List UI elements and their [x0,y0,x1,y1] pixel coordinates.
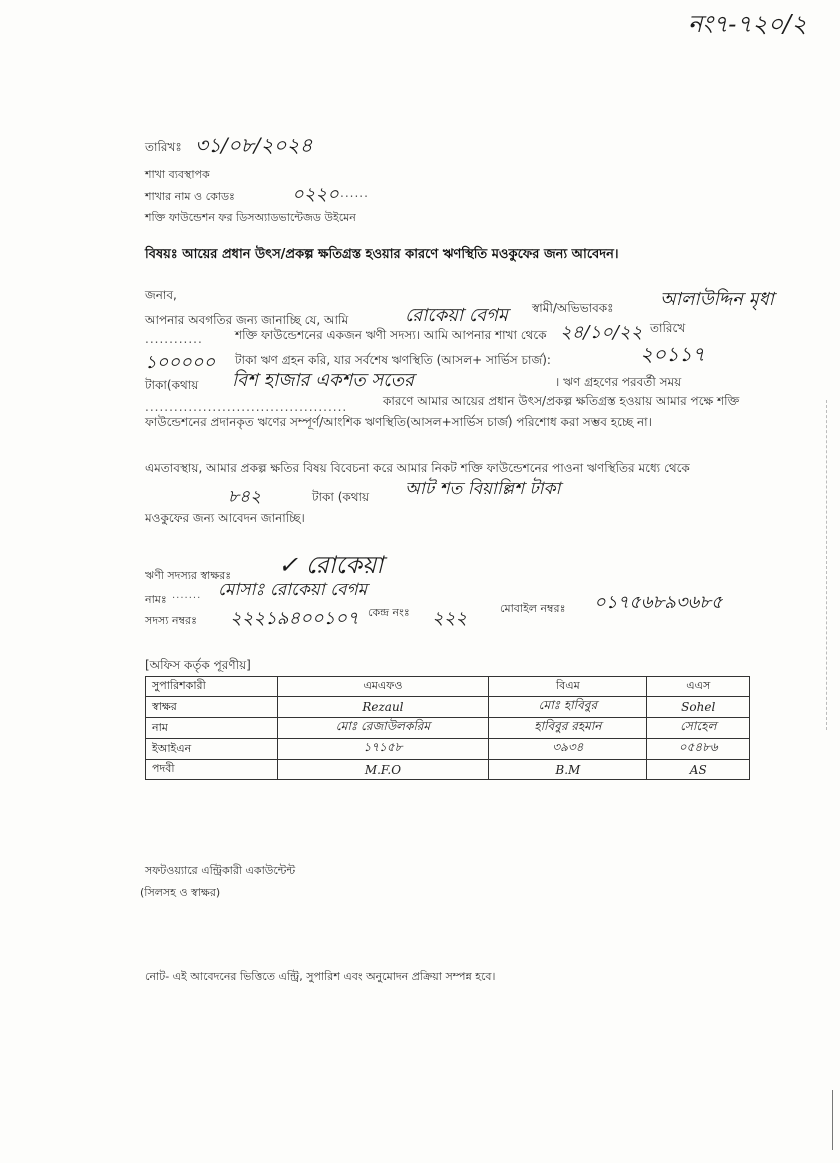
table-cell: Sohel [647,697,750,718]
body-text-1e: টাকা ঋণ গ্রহন করি, যার সর্বশেষ ঋণস্থিতি (আসল+ সার্ভিস চার্জ): [235,353,551,367]
row-label: স্বাক্ষর [146,697,278,718]
date-value: ৩১/০৮/২০২৪ [195,133,313,157]
body-text-1a: আপনার অবগতির জন্য জানাচ্ছি যে, আমি [145,313,349,327]
body-text-1c: শক্তি ফাউন্ডেশনের একজন ঋণী সদস্য। আমি আপনার শাখা থেকে [235,328,547,342]
table-cell: মোঃ হাবিবুর [489,697,647,718]
body-text-2a: এমতাবস্থায়, আমার প্রকল্প ক্ষতির বিষয় বিবেচনা করে আমার নিকট শক্তি ফাউন্ডেশনের পাওনা ঋণস্থিতির মধ্যে থেকে [145,461,690,475]
table-header: বিএম [489,677,647,697]
table-cell: B.M [489,760,647,780]
branch-code: ০২২০ [292,184,339,205]
table-header: এএস [647,677,750,697]
accountant-note: (সিলসহ ও স্বাক্ষর) [140,886,221,899]
reference-number: নং৭-৭২০/২ [688,10,807,38]
member-name-handwritten: রোকেয়া বেগম [405,305,508,326]
kendra-label: কেন্দ্র নংঃ [368,606,410,619]
branch-dots: ...... [340,186,369,200]
body-text-1h: কারণে আমার আয়ের প্রধান উৎস/প্রকল্প ক্ষতিগ্রস্ত হওয়ায় আমার পক্ষে শক্তি ফাউন্ডেশনের প্রদানকৃত ঋণের সম্পূর্ণ/আংশিক ঋণস্থিতি(আসল+সার্ভিস চার্জ) পরিশোধ করা সম্ভব হচ্ছে না। [145,394,740,429]
body-text-2b: টাকা (কথায় [312,490,370,504]
table-cell: মোঃ রেজাউলকরিম [277,718,489,739]
table-cell: হাবিবুর রহমান [489,718,647,739]
loan-amount: ১০০০০০ [145,352,216,373]
outstanding-amount: ২০১১৭ [640,342,705,366]
row-label: নাম [146,718,278,739]
table-header: সুপারিশকারী [146,677,278,697]
row-label: পদবী [146,760,278,780]
table-cell: ০৫৪৮৬ [647,739,750,760]
body-text-1b: স্বামী/অভিভাবকঃ [532,301,614,315]
scan-edge-mark [832,1090,839,1150]
branch-label: শাখার নাম ও কোডঃ [145,190,235,203]
table-cell: ৩৯৩৪ [489,739,647,760]
dots-3: ....... [172,590,202,601]
table-cell: AS [647,760,750,780]
table-header: এমএফও [277,677,489,697]
table-row [146,739,750,760]
dots-1: ............ [145,332,203,346]
table-row [146,697,750,718]
table-row [146,718,750,739]
office-section-title: [অফিস কর্তৃক পূরণীয়] [145,658,251,672]
loan-date: ২৪/১০/২২ [560,322,643,343]
mobile-value: ০১৭৫৬৮৯৩৬৮৫ [594,592,723,613]
office-table [145,676,750,780]
outstanding-words: বিশ হাজার একশত সতের [232,370,414,391]
table-row [146,760,750,780]
waiver-amount: ৮৪২ [228,487,262,507]
table-cell: ১৭১৫৮ [277,739,489,760]
addressee-title: শাখা ব্যবস্থাপক [145,168,210,181]
table-cell: M.F.O [277,760,489,780]
organization-name: শক্তি ফাউন্ডেশন ফর ডিসঅ্যাডভান্টেজড উইমেন [145,211,356,224]
scan-edge-mark [826,400,828,730]
table-cell: Rezaul [277,697,489,718]
member-name-label: নামঃ [145,593,167,606]
member-signature: ✓ রোকেয়া [278,551,384,579]
row-label: ইআইএন [146,739,278,760]
kendra-value: ২২২ [432,608,468,629]
member-sign-label: ঋণী সদস্যর স্বাক্ষরঃ [145,569,232,582]
date-label: তারিখঃ [145,140,182,154]
mobile-label: মোবাইল নম্বরঃ [500,602,566,615]
body-text-1d: তারিখে [650,321,686,335]
body-text-1g: । ঋণ গ্রহণের পরবর্তী সময় [555,375,682,389]
member-id-label: সদস্য নম্বরঃ [145,614,197,627]
salutation: জনাব, [145,288,177,302]
dots-2: .......................................... [145,400,348,414]
subject-line: বিষয়ঃ আয়ের প্রধান উৎস/প্রকল্প ক্ষতিগ্রস্ত হওয়ার কারণে ঋণস্থিতি মওকুফের জন্য আবেদন। [145,247,619,262]
waiver-words: আট শত বিয়াল্লিশ টাকা [405,479,561,499]
guardian-name-handwritten: আলাউদ্দিন মৃধা [660,289,774,310]
member-id-value: ২২২১৯৪০০১০৭ [230,608,359,629]
table-cell: সোহেল [647,718,750,739]
body-text-1f: টাকা(কথায় [145,378,199,392]
table-header-row [146,677,750,697]
accountant-title: সফটওয়্যারে এন্ট্রিকারী একাউন্টেন্ট [145,864,296,877]
footer-note: নোট- এই আবেদনের ভিত্তিতে এন্ট্রি, সুপারিশ এবং অনুমোদন প্রক্রিয়া সম্পন্ন হবে। [145,970,496,983]
member-name-value: মোসাঃ রোকেয়া বেগম [218,580,368,600]
body-text-2c: মওকুফের জন্য আবেদন জানাচ্ছি। [145,511,305,525]
